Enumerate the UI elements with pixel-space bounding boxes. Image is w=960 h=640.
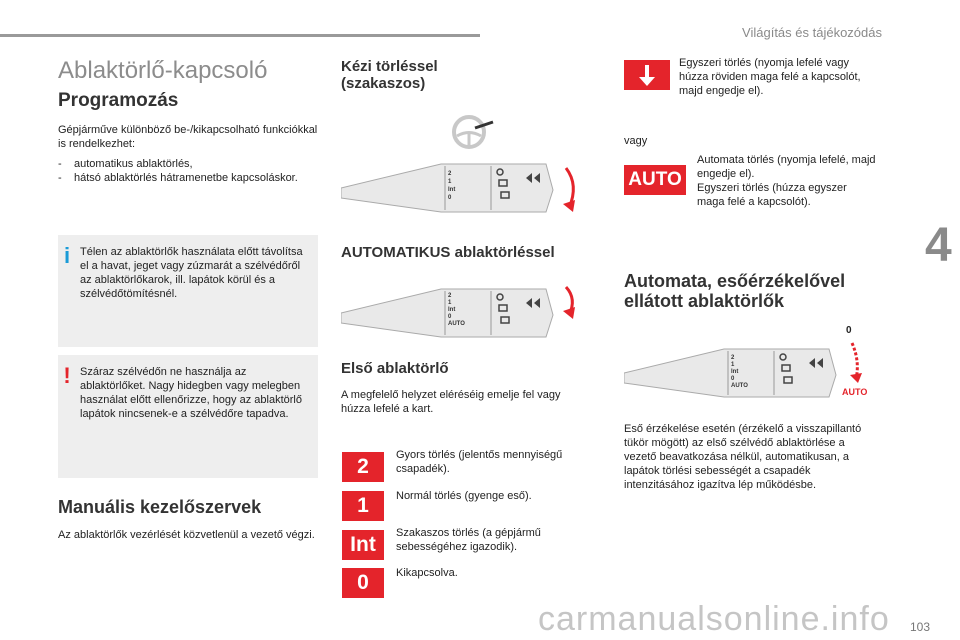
rain-diagram-auto: AUTO [842, 387, 868, 397]
programming-heading: Programozás [58, 90, 179, 111]
stalk-mark: 2 [731, 355, 735, 361]
page-number: 103 [909, 620, 930, 634]
auto-wipe-heading: AUTOMATIKUS ablaktörléssel [341, 244, 555, 261]
stalk-mark: 1 [448, 300, 452, 306]
programming-list [58, 157, 318, 185]
header-rule [0, 34, 480, 37]
stalk-mark: 1 [731, 362, 735, 368]
stalk-position-marks [448, 170, 455, 202]
or-text: vagy [624, 135, 648, 147]
rain-diagram-zero: 0 [846, 325, 852, 336]
list-item: - automatikus ablaktörlés, [58, 157, 318, 171]
single-wipe-badge [624, 60, 670, 90]
position-text-int: Szakaszos törlés (a gépjármű sebességéhez igazodik). [396, 527, 541, 553]
info-note [58, 235, 318, 347]
position-badge-2: 2 [342, 452, 384, 482]
stalk-mark: AUTO [448, 321, 465, 327]
auto-wipe-line2: Egyszeri törlés (húzza egyszer maga felé a kapcsolót). [697, 182, 847, 208]
warning-note-text: Száraz szélvédőn ne használja az ablaktörlőket. Nagy hidegben vagy melegben használat előtt ellenőrizze, hogy az ablaktörlő lapátok nincsenek-e a szélvédőre tapadva. [80, 366, 302, 420]
stalk-mark: Int [448, 307, 456, 313]
front-wiper-heading: Első ablaktörlő [341, 360, 449, 377]
programming-intro: Gépjárműve különböző be-/kikapcsolható funkciókkal is rendelkezhet: [58, 124, 318, 150]
rain-sensor-text: Eső érzékelése esetén (érzékelő a visszapillantó tükör mögött) az első szélvédő ablaktörlése a vezető beavatkozása nélkül, automatikusan, a lapátok törlési sebességét a csapadék intenzitásához igazítva lép működésbe. [624, 423, 862, 491]
stalk-mark: Int [448, 187, 456, 193]
manual-heading: Manuális kezelőszervek [58, 497, 262, 517]
manual-wipe-heading: Kézi törléssel (szakaszos) [341, 58, 438, 92]
position-text-0: Kikapcsolva. [396, 567, 458, 579]
rain-sensor-heading: Automata, esőérzékelővel ellátott ablaktörlők [624, 271, 846, 311]
steering-wheel-icon [449, 112, 499, 152]
stalk-mark: 0 [731, 376, 735, 382]
auto-badge: AUTO [624, 165, 686, 195]
wiper-stalk-icon [624, 325, 874, 405]
stalk-mark: 0 [448, 195, 452, 201]
wiper-stalk-icon [341, 150, 581, 220]
stalk-mark: Int [731, 369, 739, 375]
page-title: Ablaktörlő-kapcsoló [58, 57, 268, 84]
single-wipe-text: Egyszeri törlés (nyomja lefelé vagy húzza röviden maga felé a kapcsolót, majd engedje el). [679, 57, 861, 97]
auto-wipe-line1: Automata törlés (nyomja lefelé, majd engedje el). [697, 154, 876, 180]
wiper-stalk-rain-sensor [624, 325, 874, 405]
warning-icon: ! [63, 363, 71, 388]
position-badge-int: Int [342, 530, 384, 560]
warning-note [58, 355, 318, 478]
position-badge-0: 0 [342, 568, 384, 598]
stalk-position-marks [448, 293, 465, 328]
stalk-mark: 0 [448, 314, 452, 320]
info-note-text: Télen az ablaktörlők használata előtt távolítsa el a havat, jeget vagy zúzmarát a szélvédőről az ablaktörlőkarok, ill. lapátok körül és a szélvédőtömítésnél. [80, 246, 303, 300]
position-text-1: Normál törlés (gyenge eső). [396, 490, 532, 502]
stalk-mark: AUTO [731, 383, 748, 389]
stalk-mark: 1 [448, 179, 452, 185]
info-icon: i [63, 243, 71, 268]
wiper-stalk-auto [341, 275, 581, 345]
stalk-mark: 2 [448, 293, 452, 299]
section-title: Világítás és tájékozódás [742, 25, 882, 40]
position-text-2: Gyors törlés (jelentős mennyiségű csapadék). [396, 449, 563, 475]
arrow-down-icon [624, 60, 670, 90]
list-item: - hátsó ablaktörlés hátramenetbe kapcsoláskor. [58, 171, 318, 185]
front-wiper-text: A megfelelő helyzet eléréséig emelje fel vagy húzza lefelé a kart. [341, 389, 561, 415]
wiper-stalk-manual [341, 150, 581, 220]
stalk-position-marks [731, 355, 748, 390]
stalk-mark: 2 [448, 171, 452, 177]
watermark: carmanualsonline.info [538, 600, 890, 638]
position-badge-1: 1 [342, 491, 384, 521]
manual-text: Az ablaktörlők vezérlését közvetlenül a vezető végzi. [58, 529, 315, 541]
chapter-number: 4 [925, 219, 952, 272]
